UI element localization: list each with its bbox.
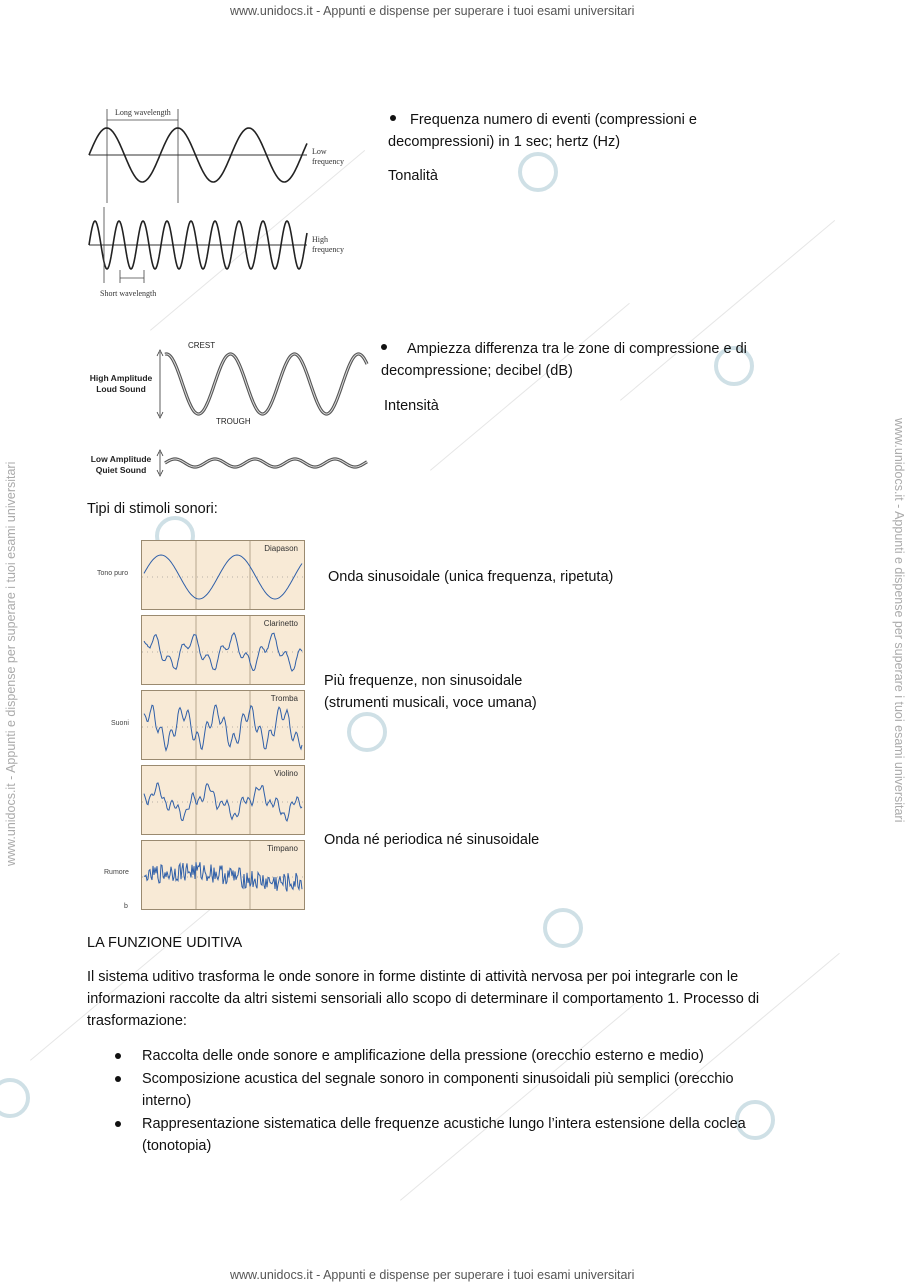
amplitude-bullet: Ampiezza differenza tra le zone di compressione e di decompressione; decibel (dB): [381, 341, 747, 379]
panel-label: Tromba: [270, 694, 298, 703]
amplitude-figure: [85, 338, 370, 483]
crest-label: CREST: [188, 341, 216, 350]
frequency-figure: [85, 105, 355, 305]
frequency-bullet: Frequenza numero di eventi (compressioni e decompressioni) in 1 sec; hertz (Hz): [388, 112, 697, 150]
waveform-trace: [144, 705, 302, 750]
oscillogram-panel-clarinetto: [141, 615, 305, 685]
high-frequency-label: High frequency: [312, 235, 344, 254]
panel-label: Timpano: [267, 844, 298, 853]
frequency-waves-diagram: [85, 105, 355, 305]
side-label-sounds: Suoni: [111, 720, 129, 727]
auditory-function-list: [87, 1045, 827, 1158]
list-item: Raccolta delle onde sonore e amplificazione della pressione (orecchio esterno e medio): [87, 1045, 827, 1067]
auditory-function-paragraph: Il sistema uditivo trasforma le onde sonore in forme distinte di attività nervosa per poi integrarle con le informazioni raccolte da altri sistemi sensoriali allo scopo di determinare il comportamento 1. Processo di trasformazione:: [87, 969, 760, 1029]
watermark-logo-icon: [0, 1078, 30, 1118]
watermark-logo-icon: [543, 908, 583, 948]
short-wavelength-label: Short wavelength: [100, 289, 157, 298]
bullet-icon: [390, 115, 396, 121]
header-watermark: www.unidocs.it - Appunti e dispense per superare i tuoi esami universitari: [230, 4, 635, 18]
oscillogram-panel-tromba: [141, 690, 305, 760]
watermark-logo-icon: [518, 152, 558, 192]
side-label-noise: Rumore: [104, 869, 129, 876]
list-item: Rappresentazione sistematica delle frequenze acustiche lungo l’intera estensione della coclea (tonotopia): [87, 1113, 827, 1157]
auditory-function-heading: LA FUNZIONE UDITIVA: [87, 935, 243, 951]
panel-label: Diapason: [264, 544, 298, 553]
oscillogram-figure: [95, 538, 310, 913]
list-item: Scomposizione acustica del segnale sonoro in componenti sinusoidali più semplici (orecchio interno): [87, 1068, 827, 1112]
oscillogram-panel-diapason: [141, 540, 305, 610]
side-label-pure-tone: Tono puro: [97, 570, 129, 577]
bullet-icon: [381, 344, 387, 350]
low-frequency-label: Low frequency: [312, 147, 344, 166]
multi-frequency-description: Più frequenze, non sinusoidale (strumenti musicali, voce umana): [324, 673, 537, 711]
stimuli-heading: Tipi di stimoli sonori:: [87, 501, 218, 517]
low-amplitude-label: Low Amplitude Quiet Sound: [90, 454, 152, 475]
long-wavelength-label: Long wavelength: [115, 108, 171, 117]
right-side-watermark: www.unidocs.it - Appunti e dispense per superare i tuoi esami universitari: [892, 418, 906, 823]
oscillogram-panel-violino: [141, 765, 305, 835]
left-side-watermark: www.unidocs.it - Appunti e dispense per superare i tuoi esami universitari: [4, 461, 18, 866]
sinusoidal-description: Onda sinusoidale (unica frequenza, ripetuta): [328, 569, 614, 585]
side-label-b: b: [124, 903, 128, 910]
panel-label: Violino: [274, 769, 298, 778]
footer-watermark: www.unidocs.it - Appunti e dispense per superare i tuoi esami universitari: [230, 1268, 635, 1282]
frequency-caption: Tonalità: [388, 168, 438, 184]
watermark-logo-icon: [347, 712, 387, 752]
oscillogram-panel-timpano: [141, 840, 305, 910]
noise-description: Onda né periodica né sinusoidale: [324, 832, 540, 848]
high-amplitude-label: High Amplitude Loud Sound: [89, 373, 153, 394]
amplitude-caption: Intensità: [384, 398, 439, 414]
trough-label: TROUGH: [216, 417, 251, 426]
panel-label: Clarinetto: [263, 619, 298, 628]
